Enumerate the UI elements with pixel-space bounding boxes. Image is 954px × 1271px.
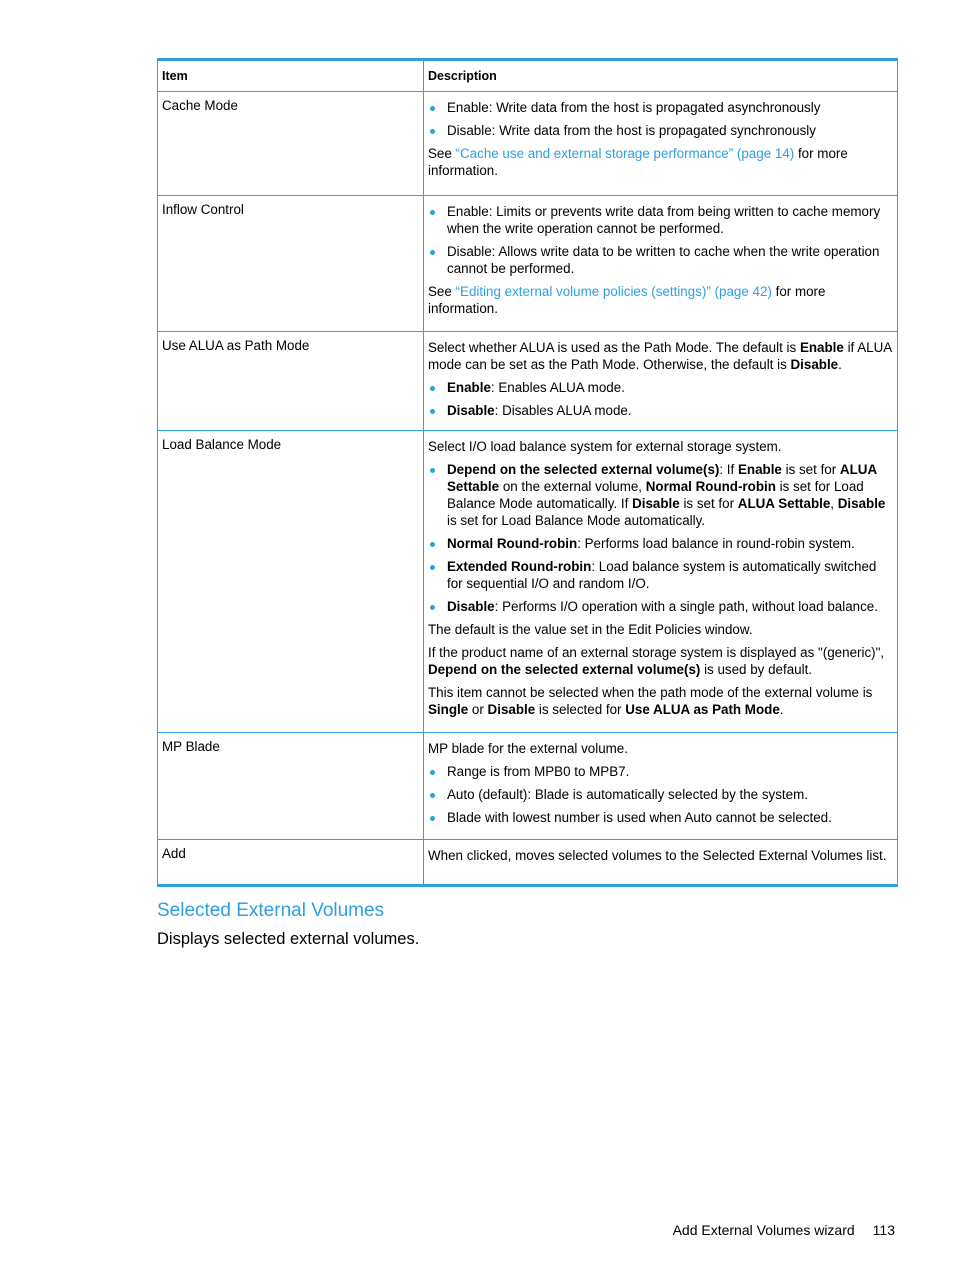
- header-item: Item: [158, 60, 424, 92]
- link-editing-policies[interactable]: “Editing external volume policies (settings)” (page 42): [455, 284, 772, 299]
- desc-add: When clicked, moves selected volumes to the Selected External Volumes list.: [424, 840, 898, 886]
- bullet-list: [428, 763, 892, 826]
- table-row: [158, 840, 898, 886]
- bullet-list: [428, 461, 892, 615]
- see-more-text: See “Cache use and external storage performance” (page 14) for more information.: [428, 146, 848, 178]
- header-description: Description: [424, 60, 898, 92]
- list-item: Extended Round-robin: Load balance system is automatically switched for sequential I/O and random I/O.: [428, 558, 892, 592]
- item-add: Add: [158, 840, 424, 886]
- desc-inflow-control: [424, 196, 898, 332]
- item-load-balance-mode: Load Balance Mode: [158, 431, 424, 733]
- list-item: Disable: Allows write data to be written to cache when the write operation cannot be performed.: [428, 243, 892, 277]
- list-item: Blade with lowest number is used when Auto cannot be selected.: [428, 809, 892, 826]
- list-item: Auto (default): Blade is automatically selected by the system.: [428, 786, 892, 803]
- list-item: Disable: Write data from the host is propagated synchronously: [428, 122, 892, 139]
- list-item: Enable: Write data from the host is propagated asynchronously: [428, 99, 892, 116]
- list-item: Range is from MPB0 to MPB7.: [428, 763, 892, 780]
- section-title: Selected External Volumes: [157, 900, 385, 921]
- footer-chapter: Add External Volumes wizard: [672, 1222, 855, 1238]
- list-item: Disable: Performs I/O operation with a single path, without load balance.: [428, 598, 892, 615]
- bullet-list: [428, 99, 892, 139]
- link-cache-use-performance[interactable]: “Cache use and external storage performance” (page 14): [455, 146, 795, 161]
- page-footer: [673, 1222, 895, 1238]
- item-mp-blade: MP Blade: [158, 733, 424, 840]
- list-item: Disable: Disables ALUA mode.: [428, 402, 892, 419]
- list-item: Depend on the selected external volume(s): If Enable is set for ALUA Settable on the external volume, Normal Round-robin is set for Load Balance Mode automatically. If Disable is set for ALUA Settable, Disable is set for Load Balance Mode automatically.: [428, 461, 892, 529]
- table-row: [158, 92, 898, 196]
- table-row: [158, 196, 898, 332]
- list-item: Enable: Limits or prevents write data from being written to cache memory when the write operation cannot be performed.: [428, 203, 892, 237]
- bullet-list: [428, 203, 892, 277]
- list-item: Enable: Enables ALUA mode.: [428, 379, 892, 396]
- page-number: 113: [872, 1222, 895, 1238]
- table-header-row: [158, 60, 898, 92]
- list-item: Normal Round-robin: Performs load balance in round-robin system.: [428, 535, 892, 552]
- table-row: [158, 733, 898, 840]
- item-cache-mode: Cache Mode: [158, 92, 424, 196]
- desc-cache-mode: [424, 92, 898, 196]
- desc-mp-blade: MP blade for the external volume. Range is from MPB0 to MPB7. Auto (default): Blade is automatically selected by the system. Blade with lowest number is used when Auto cannot be selected.: [424, 733, 898, 840]
- desc-load-balance-mode: Select I/O load balance system for external storage system. Depend on the selected external volume(s): If Enable is set for ALUA Settable on the external volume, Normal Round-robin is set for Load Balance Mode automatically. If Disable is set for ALUA Settable, Disable is set for Load Balance Mode automatically. Normal Round-robin: Performs load balance in round-robin system. Extended Round-robin: Load balance system is automatically switched for sequential I/O and random I/O. Disable: Performs I/O operation with a single path, without load balance. The default is the value set in the Edit Policies window. If the product name of an external storage system is displayed as "(generic)", Depend on the selected external volume(s) is used by default. This item cannot be selected when the path mode of the external volume is Single or Disable is selected for Use ALUA as Path Mode.: [424, 431, 898, 733]
- desc-use-alua: Select whether ALUA is used as the Path Mode. The default is Enable if ALUA mode can be set as the Path Mode. Otherwise, the default is Disable. Enable: Enables ALUA mode. Disable: Disables ALUA mode.: [424, 332, 898, 431]
- table-row: [158, 431, 898, 733]
- bullet-list: [428, 379, 892, 419]
- fields-table: [157, 58, 898, 887]
- item-inflow-control: Inflow Control: [158, 196, 424, 332]
- section-body: Displays selected external volumes.: [157, 930, 420, 948]
- item-use-alua: Use ALUA as Path Mode: [158, 332, 424, 431]
- see-more-text: See “Editing external volume policies (settings)” (page 42) for more information.: [428, 284, 826, 316]
- table-row: [158, 332, 898, 431]
